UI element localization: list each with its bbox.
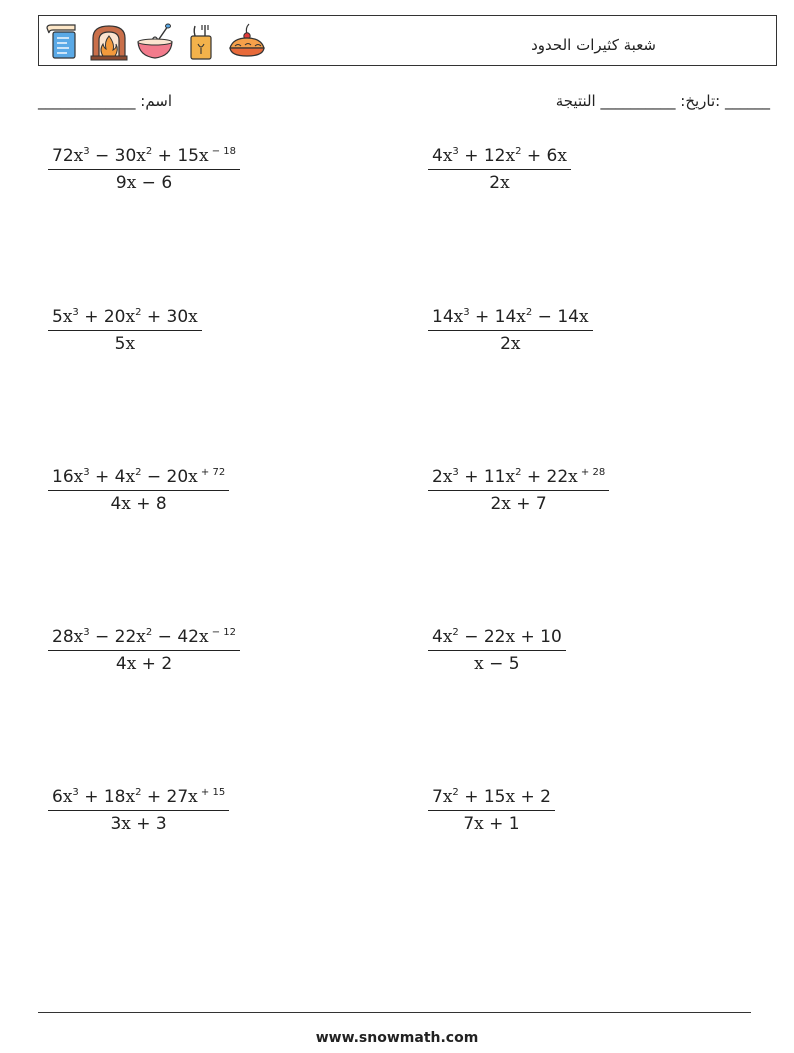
term-variable: x (442, 467, 453, 487)
term-coefficient: + 4 (89, 467, 126, 487)
footer-website: www.snowmath.com (315, 1030, 479, 1046)
term-variable: x (125, 334, 136, 354)
term-coefficient: − 14 (532, 307, 579, 327)
term-coefficient: 7 (463, 814, 475, 834)
term-variable: x (126, 654, 137, 674)
term-exponent: 2 (452, 787, 459, 798)
term-exponent: 3 (463, 307, 470, 318)
term-coefficient: − 42 (152, 627, 199, 647)
problem-7 (48, 629, 240, 673)
term-variable: x (510, 334, 521, 354)
problem-5 (48, 469, 229, 513)
term-coefficient: 14 (432, 307, 454, 327)
term-exponent: 2 (145, 146, 153, 157)
term-exponent: + 28 (577, 467, 606, 478)
term-coefficient: − 30 (89, 146, 137, 166)
term-coefficient: + 15 (458, 787, 506, 807)
problem-2 (428, 148, 571, 192)
term-variable: x (73, 146, 84, 166)
term-coefficient: 7 (432, 787, 443, 807)
term-variable: x (126, 173, 137, 193)
term-variable: x (62, 787, 73, 807)
term-variable: x (442, 787, 453, 807)
numerator (48, 148, 240, 170)
term-coefficient: 16 (52, 467, 74, 487)
term-coefficient: + 2 (136, 654, 173, 674)
term-coefficient: + 11 (458, 467, 506, 487)
term-coefficient: − 22 (458, 627, 506, 647)
denominator (48, 491, 229, 513)
numerator (428, 309, 593, 331)
term-variable: x (516, 307, 526, 327)
term-coefficient: 2 (432, 467, 443, 487)
term-variable: x (121, 494, 131, 514)
term-variable: x (557, 146, 567, 166)
term-coefficient: + 22 (521, 467, 569, 487)
term-exponent: 2 (515, 467, 522, 478)
meta-row (0, 92, 794, 116)
term-coefficient: + 14 (469, 307, 517, 327)
problem-4 (428, 309, 593, 353)
term-variable: x (121, 814, 131, 834)
fraction (428, 789, 555, 833)
term-exponent: 3 (452, 146, 459, 157)
term-variable: x (73, 467, 84, 487)
problem-1 (48, 148, 240, 192)
problem-8 (428, 629, 566, 673)
term-coefficient: + 6 (521, 146, 558, 166)
denominator (428, 651, 566, 673)
term-exponent: 3 (72, 787, 79, 798)
term-variable: x (505, 787, 516, 807)
term-variable: x (453, 307, 464, 327)
term-coefficient: + 3 (130, 814, 167, 834)
cherry-pie-icon (227, 22, 267, 62)
worksheet-title: شعبة كثيرات الحدود (531, 36, 656, 54)
problem-9 (48, 789, 229, 833)
term-exponent: − 18 (208, 146, 237, 157)
denominator (428, 811, 555, 833)
term-variable: x (125, 467, 136, 487)
mixing-bowl-icon (135, 22, 175, 62)
term-exponent: 3 (72, 307, 79, 318)
term-variable: x (188, 307, 198, 327)
term-coefficient: 72 (52, 146, 74, 166)
term-coefficient: − 5 (483, 654, 520, 674)
term-variable: x (125, 307, 136, 327)
denominator (48, 811, 229, 833)
fraction (428, 629, 566, 673)
term-coefficient: 5 (114, 334, 126, 354)
term-variable: x (505, 627, 516, 647)
term-coefficient: + 1 (483, 814, 520, 834)
problem-3 (48, 309, 202, 353)
term-coefficient: + 27 (141, 787, 189, 807)
term-coefficient: + 10 (515, 627, 562, 647)
term-coefficient: − 22 (89, 627, 137, 647)
term-variable: x (125, 787, 136, 807)
denominator (48, 170, 240, 192)
name-field: _____________ :اسم (38, 92, 173, 110)
term-coefficient: + 12 (458, 146, 506, 166)
term-coefficient: + 20 (78, 307, 126, 327)
fraction (428, 148, 571, 192)
term-variable: x (474, 654, 484, 674)
fraction (48, 469, 229, 513)
term-variable: x (501, 494, 511, 514)
term-exponent: 2 (135, 787, 142, 798)
term-exponent: 3 (83, 146, 90, 157)
term-variable: x (198, 627, 209, 647)
term-coefficient: 4 (432, 146, 443, 166)
term-exponent: 3 (452, 467, 459, 478)
term-exponent: 2 (145, 627, 153, 638)
term-coefficient: 2 (500, 334, 511, 354)
term-variable: x (136, 146, 146, 166)
fraction (48, 309, 202, 353)
term-variable: x (442, 627, 453, 647)
term-exponent: 2 (135, 467, 142, 478)
term-coefficient: 4 (110, 494, 122, 514)
term-exponent: 2 (135, 307, 142, 318)
term-variable: x (62, 307, 73, 327)
numerator (428, 789, 555, 811)
term-coefficient: 9 (115, 173, 127, 193)
problem-10 (428, 789, 555, 833)
term-variable: x (73, 627, 84, 647)
numerator (48, 469, 229, 491)
term-variable: x (505, 146, 516, 166)
term-exponent: + 15 (197, 787, 226, 798)
numerator (428, 469, 609, 491)
fraction (428, 469, 609, 513)
date-score-field: ______ :تاريخ: __________ النتيجة (555, 92, 770, 110)
denominator (428, 491, 609, 513)
term-coefficient: 28 (52, 627, 74, 647)
term-exponent: 3 (83, 467, 90, 478)
utensil-jar-icon (181, 22, 221, 62)
term-variable: x (505, 467, 516, 487)
fraction (48, 148, 240, 192)
numerator (48, 789, 229, 811)
denominator (48, 651, 240, 673)
term-variable: x (578, 307, 589, 327)
term-exponent: 2 (525, 307, 533, 318)
footer-divider (38, 1012, 751, 1013)
fraction (48, 629, 240, 673)
denominator (428, 170, 571, 192)
header-box (38, 15, 777, 66)
term-coefficient: 2 (489, 173, 501, 193)
denominator (48, 331, 202, 353)
term-exponent: 2 (452, 627, 459, 638)
numerator (48, 629, 240, 651)
term-coefficient: 5 (52, 307, 63, 327)
term-coefficient: 6 (52, 787, 63, 807)
problem-6 (428, 469, 609, 513)
term-variable: x (474, 814, 484, 834)
term-coefficient: + 15 (152, 146, 199, 166)
term-coefficient: 3 (110, 814, 122, 834)
term-coefficient: 4 (115, 654, 127, 674)
term-coefficient: + 8 (130, 494, 167, 514)
term-coefficient: 2 (490, 494, 502, 514)
numerator (428, 148, 571, 170)
fireplace-icon (89, 22, 129, 62)
numerator (48, 309, 202, 331)
term-variable: x (198, 146, 209, 166)
term-exponent: 2 (515, 146, 522, 157)
term-exponent: + 72 (197, 467, 226, 478)
fraction (48, 789, 229, 833)
measuring-cup-icon (43, 22, 83, 62)
denominator (428, 331, 593, 353)
term-variable: x (568, 467, 578, 487)
term-variable: x (188, 467, 198, 487)
numerator (428, 629, 566, 651)
term-coefficient: 4 (432, 627, 443, 647)
term-variable: x (500, 173, 510, 193)
term-exponent: 3 (83, 627, 90, 638)
fraction (428, 309, 593, 353)
term-variable: x (136, 627, 146, 647)
term-exponent: − 12 (208, 627, 237, 638)
term-coefficient: − 20 (141, 467, 189, 487)
term-coefficient: + 18 (78, 787, 126, 807)
term-coefficient: + 30 (141, 307, 189, 327)
term-coefficient: − 6 (136, 173, 173, 193)
header-icons (43, 22, 267, 62)
term-coefficient: + 7 (510, 494, 547, 514)
term-coefficient: + 2 (515, 787, 551, 807)
term-variable: x (442, 146, 453, 166)
term-variable: x (188, 787, 198, 807)
